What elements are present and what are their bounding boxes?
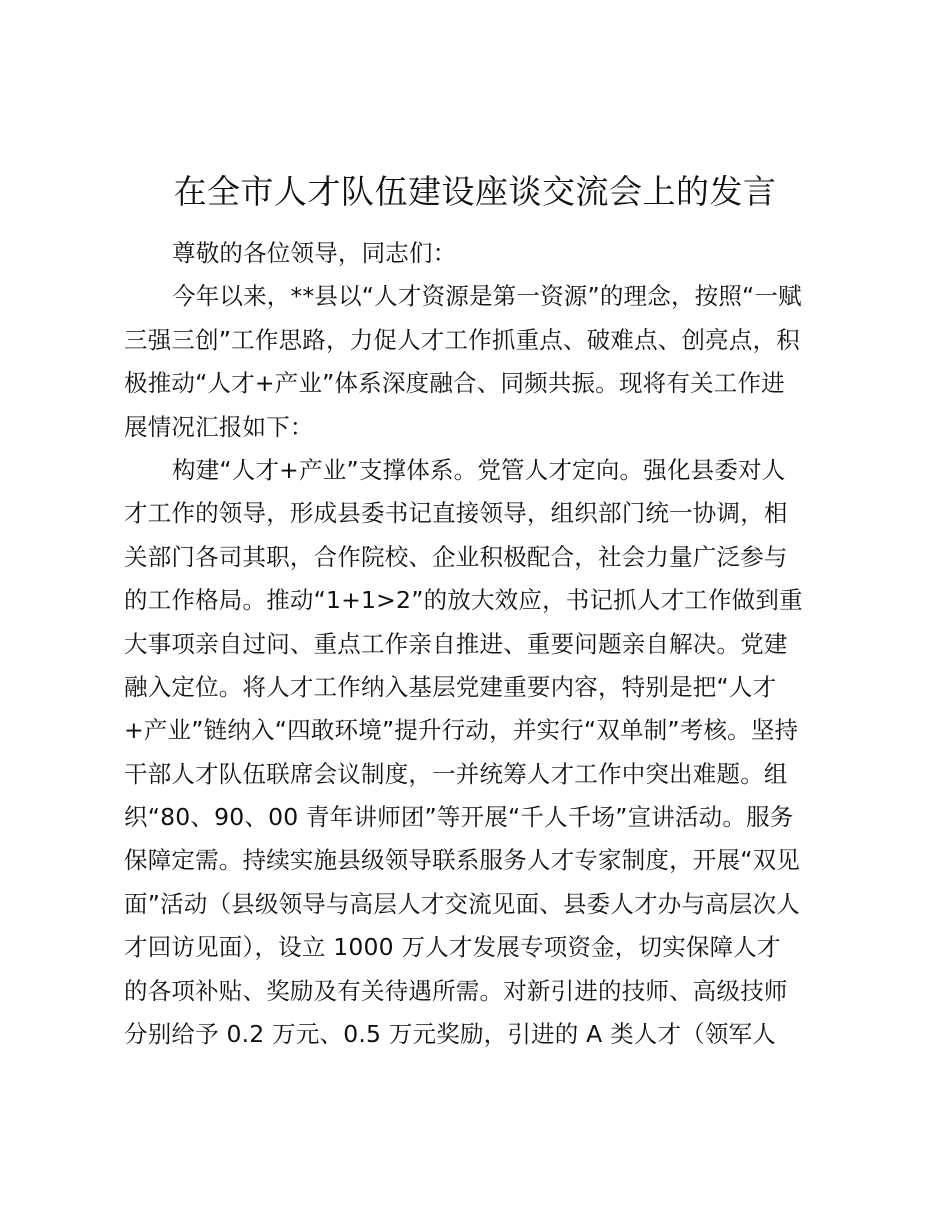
paragraph-line: 保障定需。持续实施县级领导联系服务人才专家制度，开展“双见 <box>124 846 800 875</box>
paragraph-line: 融入定位。将人才工作纳入基层党建重要内容，特别是把“人才 <box>124 672 777 701</box>
paragraph-line: 才回访见面），设立 1000 万人才发展专项资金，切实保障人才 <box>124 933 781 962</box>
paragraph-line: 三强三创”工作思路，力促人才工作抓重点、破难点、创亮点，积 <box>124 325 800 354</box>
paragraph-line: 的工作格局。推动“1+1>2”的放大效应，书记抓人才工作做到重 <box>124 586 803 615</box>
paragraph-line: 极推动“人才+产业”体系深度融合、同频共振。现将有关工作进 <box>124 369 785 398</box>
paragraph-line: 关部门各司其职，合作院校、企业积极配合，社会力量广泛参与 <box>124 542 788 571</box>
paragraph-line: 才工作的领导，形成县委书记直接领导，组织部门统一协调，相 <box>124 499 788 528</box>
salutation-line: 尊敬的各位领导，同志们： <box>172 239 457 267</box>
paragraph-line: +产业”链纳入“四敢环境”提升行动，并实行“双单制”考核。坚持 <box>124 716 799 745</box>
paragraph-line: 展情况汇报如下： <box>124 412 314 441</box>
paragraph-line: 构建“人才+产业”支撑体系。党管人才定向。强化县委对人 <box>172 455 786 484</box>
paragraph-line: 的各项补贴、奖励及有关待遇所需。对新引进的技师、高级技师 <box>124 976 788 1005</box>
paragraph-line: 干部人才队伍联席会议制度，一并统筹人才工作中突出难题。组 <box>124 759 788 788</box>
paragraph-line: 大事项亲自过问、重点工作亲自推进、重要问题亲自解决。党建 <box>124 629 788 658</box>
paragraph-line: 分别给予 0.2 万元、0.5 万元奖励，引进的 A 类人才（领军人 <box>124 1020 776 1049</box>
paragraph-line: 织“80、90、00 青年讲师团”等开展“千人千场”宣讲活动。服务 <box>124 803 794 832</box>
paragraph-line: 面”活动（县级领导与高层人才交流见面、县委人才办与高层次人 <box>124 889 800 918</box>
document-body <box>124 232 836 1056</box>
paragraph-line: 今年以来，**县以“人才资源是第一资源”的理念，按照“一赋 <box>172 282 802 311</box>
document-title: 在全市人才队伍建设座谈交流会上的发言 <box>173 172 777 211</box>
